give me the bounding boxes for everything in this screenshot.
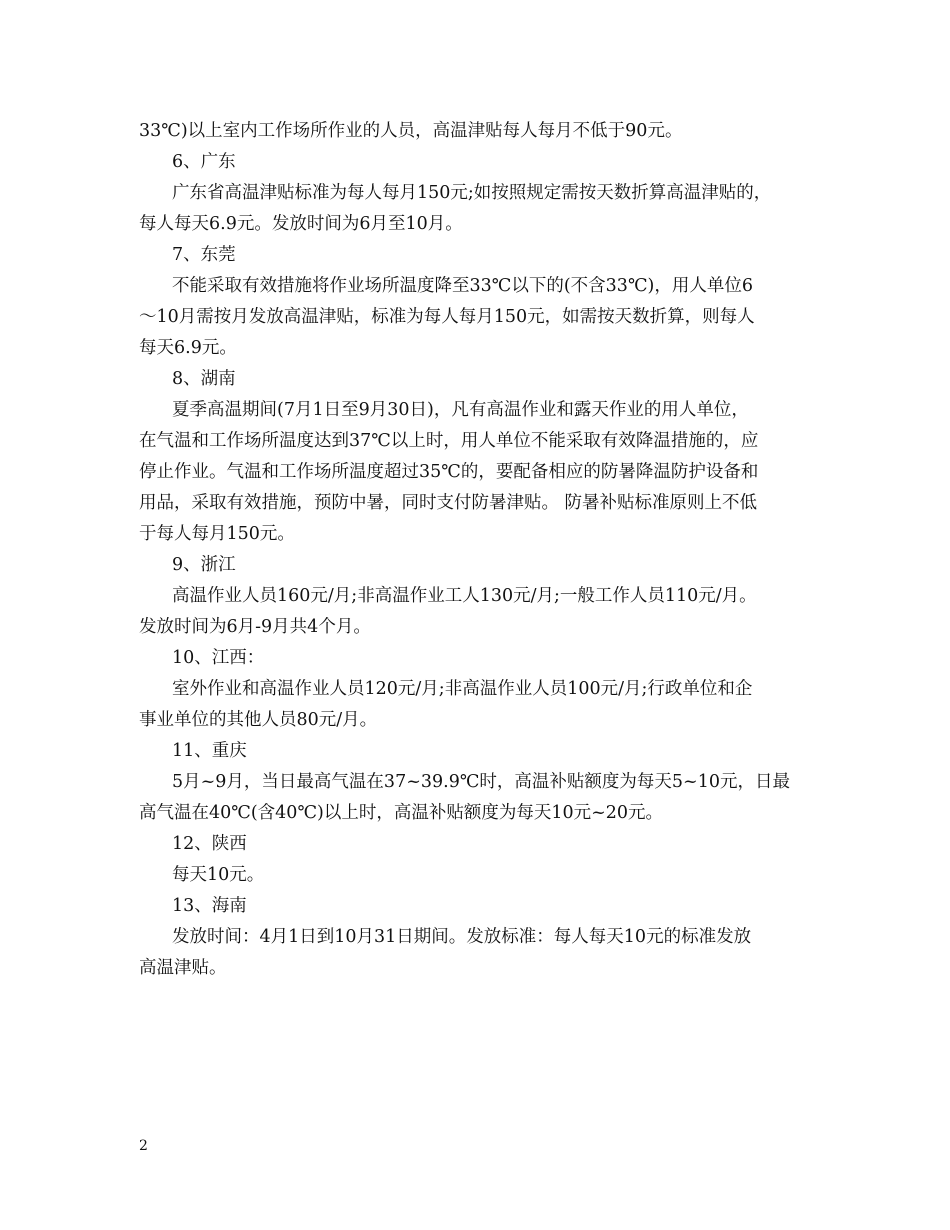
section-heading: 13、海南 [172, 896, 247, 916]
text-line: 停止作业。气温和工作场所温度超过35℃的，要配备相应的防暑降温防护设备和 [139, 462, 759, 482]
text-line: 33℃)以上室内工作场所作业的人员，高温津贴每人每月不低于90元。 [139, 121, 683, 141]
text-line: 发放时间为6月-9月共4个月。 [139, 617, 371, 637]
section-heading: 9、浙江 [172, 555, 236, 575]
section-heading: 6、广东 [172, 152, 236, 172]
text-line: 5月~9月，当日最高气温在37~39.9℃时，高温补贴额度为每天5~10元，日最 [172, 772, 790, 792]
section-heading: 11、重庆 [172, 741, 247, 761]
text-line: 高气温在40℃(含40℃)以上时，高温补贴额度为每天10元~20元。 [139, 803, 664, 823]
section-heading: 8、湖南 [172, 369, 236, 389]
section-heading: 12、陕西 [172, 834, 247, 854]
text-line: 高温作业人员160元/月;非高温作业工人130元/月;一般工作人员110元/月。 [172, 586, 757, 606]
page-number: 2 [139, 1138, 148, 1154]
section-heading: 10、江西： [172, 648, 265, 668]
text-line: 夏季高温期间(7月1日至9月30日)，凡有高温作业和露天作业的用人单位， [172, 400, 749, 420]
text-line: 每天6.9元。 [139, 338, 237, 358]
text-line: 高温津贴。 [139, 958, 227, 978]
text-line: 用品，采取有效措施，预防中暑，同时支付防暑津贴。 防暑补贴标准原则上不低 [139, 493, 758, 513]
text-line: 每人每天6.9元。发放时间为6月至10月。 [139, 214, 463, 234]
section-heading: 7、东莞 [172, 245, 236, 265]
text-line: ～10月需按月发放高温津贴，标准为每人每月150元，如需按天数折算，则每人 [139, 307, 755, 327]
text-line: 广东省高温津贴标准为每人每月150元;如按照规定需按天数折算高温津贴的， [172, 183, 772, 203]
text-line: 不能采取有效措施将作业场所温度降至33℃以下的(不含33℃)，用人单位6 [172, 276, 753, 296]
text-line: 在气温和工作场所温度达到37℃以上时，用人单位不能采取有效降温措施的，应 [139, 431, 759, 451]
text-line: 发放时间：4月1日到10月31日期间。发放标准：每人每天10元的标准发放 [172, 927, 752, 947]
text-line: 室外作业和高温作业人员120元/月;非高温作业人员100元/月;行政单位和企 [172, 679, 753, 699]
text-line: 事业单位的其他人员80元/月。 [139, 710, 378, 730]
document-body [139, 116, 819, 984]
text-line: 于每人每月150元。 [139, 524, 295, 544]
text-line: 每天10元。 [172, 865, 265, 885]
